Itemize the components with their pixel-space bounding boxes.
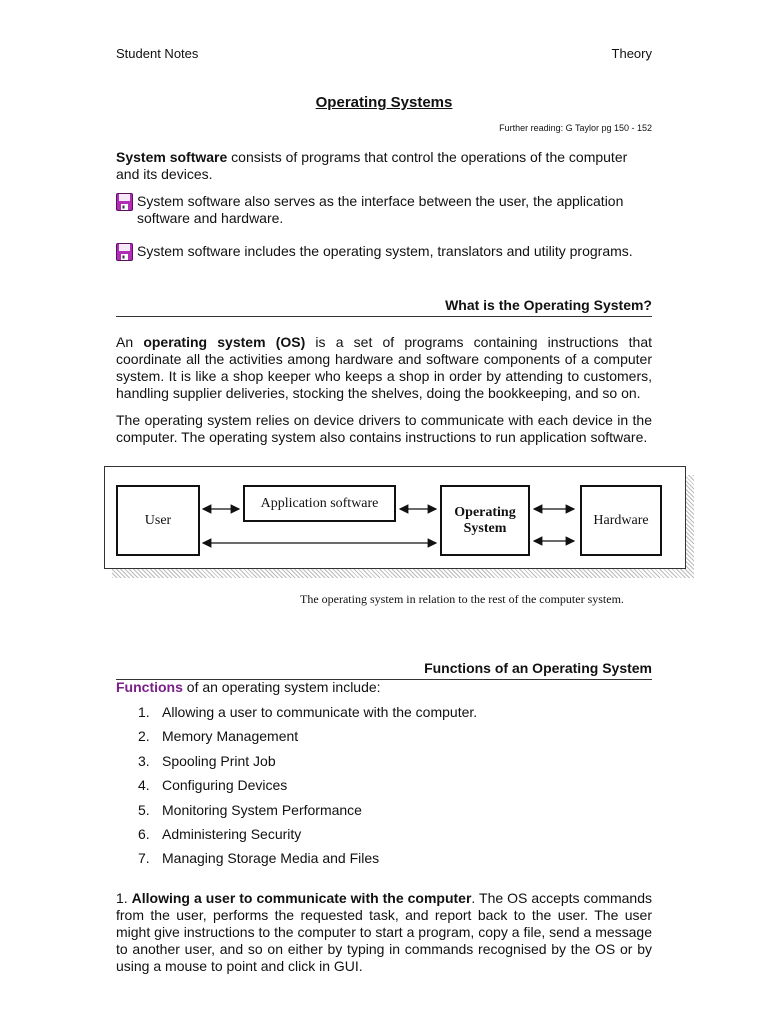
header-left: Student Notes	[116, 46, 199, 61]
section-heading-functions: Functions of an Operating System	[116, 660, 652, 680]
functions-list	[138, 700, 638, 871]
list-item: 3. Spooling Print Job	[138, 752, 276, 769]
list-item: 5. Monitoring System Performance	[138, 801, 362, 818]
os-definition-paragraph: An operating system (OS) is a set of programs containing instructions that coordinate all the activities among hardware and software components of a computer system. It is like a shop keeper who keeps a shop in order by attending to customers, handling supplier deliveries, stocking the shelves, doing the bookkeeping, and so on.	[116, 334, 653, 401]
list-item: 7. Managing Storage Media and Files	[138, 850, 380, 867]
list-item: 4. Configuring Devices	[138, 777, 288, 794]
bullet-text: System software also serves as the interface between the user, the application software and hardware.	[137, 193, 624, 226]
bullet-item	[116, 193, 652, 227]
page-title: Operating Systems	[315, 94, 453, 111]
list-item: 6. Administering Security	[138, 825, 302, 842]
functions-lead: Functions of an operating system include:	[116, 679, 381, 695]
section-heading-what-is-os: What is the Operating System?	[116, 297, 652, 317]
further-reading: Further reading: G Taylor pg 150 - 152	[499, 123, 652, 133]
bullet-text: System software includes the operating system, translators and utility programs.	[137, 243, 633, 259]
diagram-application-box: Application software	[243, 485, 396, 522]
list-item: 2. Memory Management	[138, 728, 299, 745]
communication-detail-paragraph: 1. Allowing a user to communicate with the computer. The OS accepts commands from the user, performs the requested task, and report back to the user. The user might give instructions to the computer to start a program, copy a file, send a message to another user, and so on either by typing in commands recognised by the OS or by using a mouse to point and click in GUI.	[116, 890, 653, 974]
diagram-hardware-box: Hardware	[580, 485, 662, 556]
header-right: Theory	[611, 46, 652, 61]
floppy-disk-icon	[116, 243, 133, 261]
diagram-user-box: User	[116, 485, 200, 556]
os-relation-diagram	[104, 466, 686, 569]
floppy-disk-icon	[116, 193, 133, 211]
diagram-caption: The operating system in relation to the rest of the computer system.	[300, 592, 624, 606]
bullet-item	[116, 243, 652, 260]
device-drivers-paragraph: The operating system relies on device drivers to communicate with each device in the computer. The operating system also contains instructions to run application software.	[116, 412, 652, 445]
list-item: 1. Allowing a user to communicate with the computer.	[138, 704, 478, 720]
diagram-os-box: Operating System	[440, 485, 530, 556]
diagram-arrows	[105, 467, 685, 568]
intro-paragraph: System software consists of programs that control the operations of the computer and its devices.	[116, 149, 628, 182]
